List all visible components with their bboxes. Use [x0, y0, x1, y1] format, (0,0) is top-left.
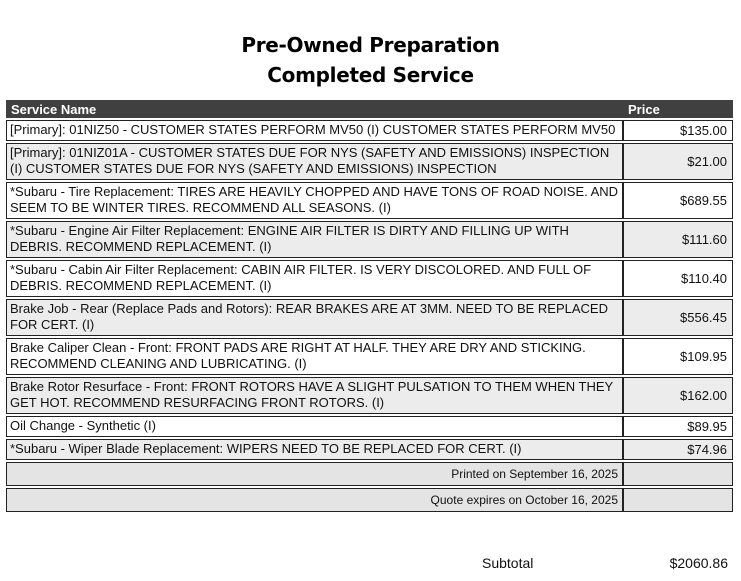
service-name-cell: *Subaru - Wiper Blade Replacement: WIPERS NEED TO BE REPLACED FOR CERT. (I)	[6, 439, 623, 460]
empty-price-cell	[623, 462, 733, 486]
column-header-service-name: Service Name	[6, 100, 623, 118]
service-name-cell: Brake Job - Rear (Replace Pads and Rotors): REAR BRAKES ARE AT 3MM. NEED TO BE REPLACED FOR CERT. (I)	[6, 299, 623, 336]
subtotal-value: $2060.86	[669, 555, 728, 571]
printed-on-text: Printed on September 16, 2025	[6, 462, 623, 486]
price-cell: $135.00	[623, 120, 733, 141]
price-cell: $556.45	[623, 299, 733, 336]
price-cell: $162.00	[623, 377, 733, 414]
column-header-price: Price	[623, 100, 733, 118]
price-cell: $21.00	[623, 143, 733, 180]
service-name-cell: [Primary]: 01NIZ50 - CUSTOMER STATES PERFORM MV50 (I) CUSTOMER STATES PERFORM MV50	[6, 120, 623, 141]
empty-price-cell	[623, 488, 733, 512]
price-cell: $111.60	[623, 221, 733, 258]
document-title	[0, 0, 741, 90]
price-cell: $89.95	[623, 416, 733, 437]
title-line-2: Completed Service	[267, 63, 474, 87]
price-cell: $689.55	[623, 182, 733, 219]
price-cell: $109.95	[623, 338, 733, 375]
price-cell: $110.40	[623, 260, 733, 297]
table-row	[6, 182, 733, 219]
quote-expires-text: Quote expires on October 16, 2025	[6, 488, 623, 512]
service-name-cell: *Subaru - Engine Air Filter Replacement: ENGINE AIR FILTER IS DIRTY AND FILLING UP WITH DEBRIS. RECOMMEND REPLACEMENT. (I)	[6, 221, 623, 258]
service-name-cell: *Subaru - Tire Replacement: TIRES ARE HEAVILY CHOPPED AND HAVE TONS OF ROAD NOISE. AND SEEM TO BE WINTER TIRES. RECOMMEND ALL SEASONS. (I)	[6, 182, 623, 219]
table-row	[6, 260, 733, 297]
table-row	[6, 221, 733, 258]
table-row	[6, 377, 733, 414]
table-row	[6, 299, 733, 336]
title-line-1: Pre-Owned Preparation	[241, 33, 500, 57]
service-name-cell: Brake Caliper Clean - Front: FRONT PADS ARE RIGHT AT HALF. THEY ARE DRY AND STICKING. RECOMMEND CLEANING AND LUBRICATING. (I)	[6, 338, 623, 375]
service-name-cell: [Primary]: 01NIZ01A - CUSTOMER STATES DUE FOR NYS (SAFETY AND EMISSIONS) INSPECTION (I) CUSTOMER STATES DUE FOR NYS (SAFETY AND EMISSIONS) INSPECTION	[6, 143, 623, 180]
table-row	[6, 416, 733, 437]
quote-expires-row	[6, 488, 733, 512]
service-name-cell: Brake Rotor Resurface - Front: FRONT ROTORS HAVE A SLIGHT PULSATION TO THEM WHEN THEY GET HOT. RECOMMEND RESURFACING FRONT ROTORS. (I)	[6, 377, 623, 414]
subtotal-label: Subtotal	[482, 555, 534, 571]
service-name-cell: Oil Change - Synthetic (I)	[6, 416, 623, 437]
table-row	[6, 120, 733, 141]
price-cell: $74.96	[623, 439, 733, 460]
table-row	[6, 338, 733, 375]
table-header-row	[6, 100, 733, 118]
table-row	[6, 439, 733, 460]
printed-on-row	[6, 462, 733, 486]
service-name-cell: *Subaru - Cabin Air Filter Replacement: CABIN AIR FILTER. IS VERY DISCOLORED. AND FULL OF DEBRIS. RECOMMEND REPLACEMENT. (I)	[6, 260, 623, 297]
service-table	[6, 98, 733, 514]
table-row	[6, 143, 733, 180]
